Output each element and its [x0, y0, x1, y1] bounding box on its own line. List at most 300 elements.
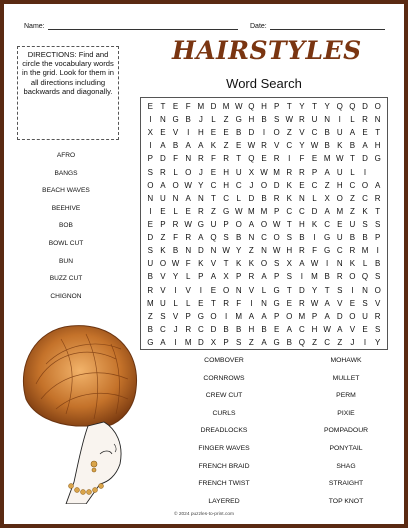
grid-letter[interactable]: G — [235, 115, 242, 125]
grid-letter[interactable]: B — [185, 115, 191, 125]
grid-letter[interactable]: A — [349, 128, 356, 138]
grid-letter[interactable]: N — [374, 115, 381, 125]
grid-letter[interactable]: Q — [298, 337, 305, 347]
grid-letter[interactable]: M — [146, 298, 154, 308]
grid-letter[interactable]: L — [173, 167, 178, 177]
grid-letter[interactable]: C — [286, 141, 293, 151]
grid-letter[interactable]: J — [173, 324, 178, 334]
grid-letter[interactable]: B — [299, 233, 305, 243]
grid-letter[interactable]: O — [260, 259, 268, 269]
grid-letter[interactable]: B — [324, 272, 330, 282]
grid-letter[interactable]: D — [362, 102, 368, 111]
grid-letter[interactable]: Y — [375, 337, 381, 347]
grid-letter[interactable]: R — [286, 167, 293, 177]
grid-letter[interactable]: S — [236, 337, 242, 347]
grid-letter[interactable]: P — [185, 311, 191, 321]
grid-letter[interactable]: R — [223, 298, 229, 308]
grid-letter[interactable]: Q — [336, 102, 343, 111]
grid-letter[interactable]: G — [222, 206, 230, 216]
grid-letter[interactable]: P — [160, 219, 166, 229]
grid-letter[interactable]: R — [185, 324, 192, 334]
grid-letter[interactable]: R — [299, 167, 305, 177]
grid-letter[interactable]: B — [147, 324, 153, 334]
grid-letter[interactable]: T — [312, 102, 317, 111]
grid-letter[interactable]: R — [362, 115, 368, 125]
grid-letter[interactable]: U — [362, 311, 368, 321]
grid-letter[interactable]: I — [351, 285, 354, 295]
grid-letter[interactable]: T — [160, 102, 166, 111]
grid-letter[interactable]: R — [374, 193, 381, 203]
grid-letter[interactable]: M — [273, 167, 280, 177]
grid-letter[interactable]: G — [197, 219, 204, 229]
grid-letter[interactable]: N — [147, 193, 154, 203]
grid-letter[interactable]: T — [286, 219, 292, 229]
grid-letter[interactable]: F — [236, 298, 242, 308]
grid-letter[interactable]: U — [235, 167, 242, 177]
grid-letter[interactable]: R — [197, 154, 204, 164]
grid-letter[interactable]: I — [262, 128, 266, 138]
grid-letter[interactable]: A — [337, 324, 343, 334]
grid-letter[interactable]: T — [211, 298, 216, 308]
grid-letter[interactable]: S — [147, 167, 153, 177]
grid-letter[interactable]: E — [299, 180, 305, 190]
grid-letter[interactable]: O — [361, 180, 369, 190]
grid-letter[interactable]: H — [197, 128, 204, 138]
grid-letter[interactable]: Z — [211, 206, 216, 216]
grid-letter[interactable]: C — [324, 337, 331, 347]
grid-letter[interactable]: W — [272, 246, 281, 256]
grid-letter[interactable]: I — [149, 206, 152, 216]
grid-letter[interactable]: E — [349, 298, 356, 308]
grid-letter[interactable]: B — [324, 128, 330, 138]
grid-letter[interactable]: Z — [223, 115, 229, 125]
grid-letter[interactable]: C — [324, 219, 331, 229]
grid-letter[interactable]: V — [160, 285, 166, 295]
grid-letter[interactable]: L — [362, 259, 368, 269]
grid-letter[interactable]: P — [147, 154, 153, 164]
grid-letter[interactable]: E — [337, 219, 343, 229]
grid-letter[interactable]: A — [324, 311, 330, 321]
grid-letter[interactable]: I — [174, 285, 177, 295]
grid-letter[interactable]: B — [236, 324, 242, 334]
grid-letter[interactable]: Y — [172, 272, 179, 282]
grid-letter[interactable]: A — [160, 180, 166, 190]
grid-letter[interactable]: G — [273, 337, 280, 347]
grid-letter[interactable]: O — [147, 180, 154, 190]
grid-letter[interactable]: I — [300, 272, 303, 282]
grid-letter[interactable]: G — [172, 115, 179, 125]
grid-letter[interactable]: A — [299, 259, 305, 269]
grid-letter[interactable]: F — [312, 246, 317, 256]
grid-letter[interactable]: Q — [210, 233, 217, 243]
grid-letter[interactable]: T — [223, 259, 229, 269]
grid-letter[interactable]: P — [223, 219, 229, 229]
grid-letter[interactable]: L — [173, 206, 178, 216]
grid-letter[interactable]: C — [299, 206, 305, 216]
grid-letter[interactable]: K — [198, 259, 204, 269]
grid-letter[interactable]: F — [173, 154, 179, 164]
grid-letter[interactable]: B — [362, 233, 368, 243]
grid-letter[interactable]: J — [249, 180, 254, 190]
grid-letter[interactable]: O — [349, 272, 356, 282]
grid-letter[interactable]: Z — [337, 337, 343, 347]
grid-letter[interactable]: I — [313, 233, 316, 243]
grid-letter[interactable]: E — [185, 206, 191, 216]
grid-letter[interactable]: R — [374, 311, 381, 321]
grid-letter[interactable]: H — [286, 246, 293, 256]
grid-letter[interactable]: A — [261, 311, 267, 321]
grid-letter[interactable]: B — [172, 246, 179, 256]
grid-letter[interactable]: E — [273, 324, 280, 334]
grid-letter[interactable]: P — [273, 311, 280, 321]
grid-letter[interactable]: A — [324, 206, 330, 216]
grid-letter[interactable]: V — [375, 298, 381, 308]
grid-letter[interactable]: R — [223, 154, 229, 164]
grid-letter[interactable]: H — [311, 324, 318, 334]
date-field[interactable] — [250, 23, 385, 30]
grid-letter[interactable]: U — [336, 233, 343, 243]
grid-letter[interactable]: A — [324, 167, 330, 177]
grid-letter[interactable]: L — [312, 193, 317, 203]
grid-letter[interactable]: W — [171, 259, 180, 269]
grid-letter[interactable]: N — [210, 246, 217, 256]
grid-letter[interactable]: F — [185, 102, 191, 111]
grid-letter[interactable]: V — [172, 128, 179, 138]
grid-letter[interactable]: O — [336, 193, 343, 203]
grid-letter[interactable]: S — [223, 233, 229, 243]
grid-letter[interactable]: R — [299, 298, 305, 308]
grid-letter[interactable]: G — [374, 154, 381, 164]
grid-letter[interactable]: N — [235, 285, 242, 295]
grid-letter[interactable]: W — [310, 298, 319, 308]
grid-letter[interactable]: B — [223, 324, 229, 334]
grid-letter[interactable]: K — [349, 259, 356, 269]
grid-letter[interactable]: H — [223, 180, 229, 190]
grid-letter[interactable]: D — [336, 311, 343, 321]
grid-letter[interactable]: S — [375, 324, 381, 334]
grid-letter[interactable]: V — [172, 311, 179, 321]
grid-letter[interactable]: D — [210, 324, 217, 334]
grid-letter[interactable]: L — [236, 193, 241, 203]
grid-letter[interactable]: R — [273, 154, 280, 164]
grid-letter[interactable]: F — [173, 233, 179, 243]
grid-letter[interactable]: V — [248, 285, 255, 295]
grid-letter[interactable]: M — [311, 272, 318, 282]
grid-letter[interactable]: B — [236, 128, 242, 138]
grid-letter[interactable]: B — [324, 141, 330, 151]
grid-letter[interactable]: G — [324, 246, 331, 256]
grid-letter[interactable]: D — [362, 154, 368, 164]
grid-letter[interactable]: U — [311, 115, 318, 125]
grid-letter[interactable]: S — [273, 115, 280, 125]
grid-letter[interactable]: H — [299, 219, 305, 229]
grid-letter[interactable]: N — [185, 246, 192, 256]
grid-letter[interactable]: S — [160, 311, 166, 321]
grid-letter[interactable]: K — [337, 141, 343, 151]
grid-letter[interactable]: W — [272, 219, 281, 229]
name-field[interactable] — [24, 23, 238, 30]
grid-letter[interactable]: I — [363, 337, 367, 347]
grid-letter[interactable]: E — [172, 102, 179, 111]
grid-letter[interactable]: O — [374, 102, 381, 111]
grid-letter[interactable]: A — [248, 311, 255, 321]
grid-letter[interactable]: S — [286, 272, 292, 282]
grid-letter[interactable]: P — [375, 233, 381, 243]
grid-letter[interactable]: T — [286, 285, 292, 295]
grid-letter[interactable]: N — [185, 154, 192, 164]
grid-letter[interactable]: T — [286, 102, 292, 111]
grid-letter[interactable]: O — [273, 233, 280, 243]
grid-letter[interactable]: H — [248, 324, 255, 334]
grid-letter[interactable]: O — [349, 311, 356, 321]
grid-letter[interactable]: N — [248, 233, 255, 243]
grid-letter[interactable]: D — [210, 102, 217, 111]
grid-letter[interactable]: A — [324, 298, 330, 308]
grid-letter[interactable]: E — [160, 128, 166, 138]
grid-letter[interactable]: I — [250, 298, 253, 308]
grid-letter[interactable]: W — [184, 219, 192, 229]
grid-letter[interactable]: A — [185, 141, 191, 151]
grid-letter[interactable]: S — [147, 246, 153, 256]
grid-letter[interactable]: A — [185, 193, 191, 203]
grid-letter[interactable]: R — [336, 272, 343, 282]
grid-letter[interactable]: R — [185, 233, 192, 243]
grid-letter[interactable]: O — [235, 219, 242, 229]
grid-letter[interactable]: E — [147, 102, 153, 111]
grid-letter[interactable]: E — [286, 298, 292, 308]
grid-letter[interactable]: O — [210, 311, 217, 321]
grid-letter[interactable]: W — [336, 154, 344, 164]
grid-letter[interactable]: G — [324, 233, 331, 243]
grid-letter[interactable]: W — [184, 180, 192, 190]
grid-letter[interactable]: A — [261, 272, 267, 282]
grid-letter[interactable]: E — [210, 285, 217, 295]
grid-letter[interactable]: B — [349, 141, 356, 151]
grid-letter[interactable]: N — [261, 246, 267, 256]
grid-letter[interactable]: L — [350, 167, 355, 177]
grid-letter[interactable]: L — [185, 272, 191, 282]
grid-letter[interactable]: D — [273, 180, 280, 190]
grid-letter[interactable]: O — [260, 219, 268, 229]
grid-letter[interactable]: C — [311, 180, 318, 190]
grid-letter[interactable]: K — [362, 206, 368, 216]
grid-letter[interactable]: V — [299, 128, 305, 138]
grid-letter[interactable]: M — [260, 206, 268, 216]
grid-letter[interactable]: B — [375, 259, 381, 269]
grid-letter[interactable]: P — [198, 272, 204, 282]
grid-letter[interactable]: Q — [349, 102, 356, 111]
grid-letter[interactable]: I — [376, 246, 379, 256]
grid-letter[interactable]: E — [261, 154, 267, 164]
grid-letter[interactable]: R — [197, 206, 204, 216]
grid-letter[interactable]: E — [311, 154, 318, 164]
grid-letter[interactable]: B — [261, 193, 267, 203]
grid-letter[interactable]: W — [222, 246, 230, 256]
grid-letter[interactable]: R — [261, 141, 267, 151]
grid-letter[interactable]: Q — [361, 272, 369, 282]
grid-letter[interactable]: B — [172, 141, 179, 151]
grid-letter[interactable]: X — [210, 337, 217, 347]
grid-letter[interactable]: W — [285, 115, 294, 125]
grid-letter[interactable]: A — [198, 141, 204, 151]
grid-letter[interactable]: A — [160, 141, 166, 151]
grid-letter[interactable]: R — [172, 219, 179, 229]
grid-letter[interactable]: D — [311, 206, 318, 216]
grid-letter[interactable]: R — [273, 193, 280, 203]
grid-letter[interactable]: M — [323, 154, 331, 164]
grid-letter[interactable]: Z — [349, 206, 355, 216]
grid-letter[interactable]: B — [286, 337, 292, 347]
grid-letter[interactable]: Y — [311, 285, 318, 295]
grid-letter[interactable]: F — [299, 154, 305, 164]
grid-letter[interactable]: Z — [223, 141, 229, 151]
grid-letter[interactable]: M — [222, 102, 230, 111]
grid-letter[interactable]: I — [149, 141, 152, 151]
grid-letter[interactable]: T — [375, 206, 381, 216]
grid-letter[interactable]: K — [311, 219, 318, 229]
grid-letter[interactable]: P — [273, 102, 280, 111]
grid-letter[interactable]: O — [159, 259, 167, 269]
grid-letter[interactable]: Y — [299, 102, 305, 111]
grid-letter[interactable]: Z — [349, 193, 355, 203]
grid-letter[interactable]: Q — [248, 154, 255, 164]
grid-letter[interactable]: D — [248, 128, 255, 138]
grid-letter[interactable]: X — [223, 272, 229, 282]
grid-letter[interactable]: A — [375, 180, 381, 190]
grid-letter[interactable]: P — [223, 337, 229, 347]
grid-letter[interactable]: C — [160, 324, 166, 334]
grid-letter[interactable]: S — [337, 285, 343, 295]
grid-letter[interactable]: A — [362, 141, 368, 151]
grid-letter[interactable]: D — [197, 337, 204, 347]
grid-letter[interactable]: P — [311, 311, 318, 321]
grid-letter[interactable]: C — [311, 128, 318, 138]
grid-letter[interactable]: A — [210, 272, 217, 282]
grid-letter[interactable]: W — [310, 141, 319, 151]
grid-letter[interactable]: P — [273, 206, 280, 216]
grid-letter[interactable]: M — [235, 311, 243, 321]
grid-letter[interactable]: L — [185, 298, 191, 308]
grid-letter[interactable]: H — [261, 102, 267, 111]
grid-letter[interactable]: R — [160, 167, 166, 177]
grid-letter[interactable]: N — [261, 298, 267, 308]
grid-letter[interactable]: K — [286, 180, 292, 190]
grid-letter[interactable]: Z — [248, 246, 254, 256]
grid-letter[interactable]: N — [324, 115, 331, 125]
grid-letter[interactable]: W — [260, 167, 268, 177]
grid-letter[interactable]: R — [299, 115, 305, 125]
grid-letter[interactable]: P — [236, 272, 242, 282]
grid-letter[interactable]: K — [248, 259, 255, 269]
grid-letter[interactable]: M — [184, 337, 192, 347]
grid-letter[interactable]: U — [160, 193, 166, 203]
grid-letter[interactable]: S — [286, 233, 292, 243]
grid-letter[interactable]: D — [147, 233, 154, 243]
grid-letter[interactable]: T — [349, 154, 355, 164]
grid-letter[interactable]: T — [236, 154, 242, 164]
grid-letter[interactable]: S — [273, 259, 280, 269]
grid-letter[interactable]: A — [261, 337, 267, 347]
grid-letter[interactable]: V — [337, 298, 343, 308]
grid-letter[interactable]: G — [197, 311, 204, 321]
grid-letter[interactable]: X — [248, 167, 255, 177]
grid-letter[interactable]: E — [223, 128, 229, 138]
grid-letter[interactable]: E — [362, 324, 368, 334]
grid-letter[interactable]: Q — [248, 102, 255, 111]
grid-letter[interactable]: D — [160, 154, 166, 164]
grid-letter[interactable]: S — [375, 272, 381, 282]
grid-letter[interactable]: X — [286, 259, 292, 269]
grid-letter[interactable]: C — [362, 193, 368, 203]
grid-letter[interactable]: I — [224, 311, 228, 321]
grid-letter[interactable]: I — [338, 115, 341, 125]
grid-letter[interactable]: J — [198, 167, 203, 177]
grid-letter[interactable]: M — [298, 311, 306, 321]
grid-letter[interactable]: I — [288, 154, 291, 164]
grid-letter[interactable]: I — [363, 167, 367, 177]
grid-letter[interactable]: E — [210, 128, 217, 138]
grid-letter[interactable]: X — [324, 193, 330, 203]
grid-letter[interactable]: U — [336, 128, 343, 138]
grid-letter[interactable]: K — [210, 141, 217, 151]
grid-letter[interactable]: C — [336, 246, 343, 256]
grid-letter[interactable]: B — [349, 233, 356, 243]
grid-letter[interactable]: A — [160, 337, 166, 347]
grid-letter[interactable]: W — [310, 259, 319, 269]
grid-letter[interactable]: O — [185, 167, 192, 177]
grid-letter[interactable]: W — [323, 324, 331, 334]
grid-letter[interactable]: X — [147, 128, 153, 138]
grid-letter[interactable]: V — [210, 259, 217, 269]
grid-letter[interactable]: N — [197, 193, 204, 203]
grid-letter[interactable]: F — [185, 259, 191, 269]
grid-letter[interactable]: O — [286, 311, 293, 321]
grid-letter[interactable]: V — [160, 272, 166, 282]
grid-letter[interactable]: P — [311, 167, 318, 177]
grid-letter[interactable]: U — [336, 167, 343, 177]
grid-letter[interactable]: I — [149, 115, 152, 125]
grid-letter[interactable]: C — [235, 180, 242, 190]
grid-letter[interactable]: D — [248, 193, 255, 203]
grid-letter[interactable]: Z — [324, 180, 330, 190]
grid-letter[interactable]: E — [198, 298, 204, 308]
grid-letter[interactable]: K — [286, 193, 292, 203]
grid-letter[interactable]: L — [350, 115, 355, 125]
grid-letter[interactable]: H — [336, 180, 343, 190]
grid-letter[interactable]: C — [299, 324, 305, 334]
grid-letter[interactable]: O — [260, 180, 268, 190]
grid-letter[interactable]: Y — [236, 246, 242, 256]
grid-letter[interactable]: M — [248, 206, 255, 216]
grid-letter[interactable]: S — [362, 219, 368, 229]
grid-letter[interactable]: C — [197, 324, 204, 334]
grid-letter[interactable]: R — [248, 272, 255, 282]
grid-letter[interactable]: A — [248, 219, 255, 229]
grid-letter[interactable]: J — [198, 115, 203, 125]
grid-letter[interactable]: A — [286, 324, 292, 334]
grid-letter[interactable]: K — [160, 246, 166, 256]
grid-letter[interactable]: Z — [248, 337, 254, 347]
grid-letter[interactable]: B — [236, 233, 242, 243]
grid-letter[interactable]: Z — [160, 233, 166, 243]
grid-letter[interactable]: R — [147, 285, 154, 295]
grid-letter[interactable]: V — [185, 285, 191, 295]
grid-letter[interactable]: B — [261, 115, 267, 125]
grid-letter[interactable]: R — [299, 246, 305, 256]
grid-letter[interactable]: N — [362, 285, 368, 295]
grid-letter[interactable]: E — [147, 219, 153, 229]
grid-letter[interactable]: E — [160, 206, 166, 216]
